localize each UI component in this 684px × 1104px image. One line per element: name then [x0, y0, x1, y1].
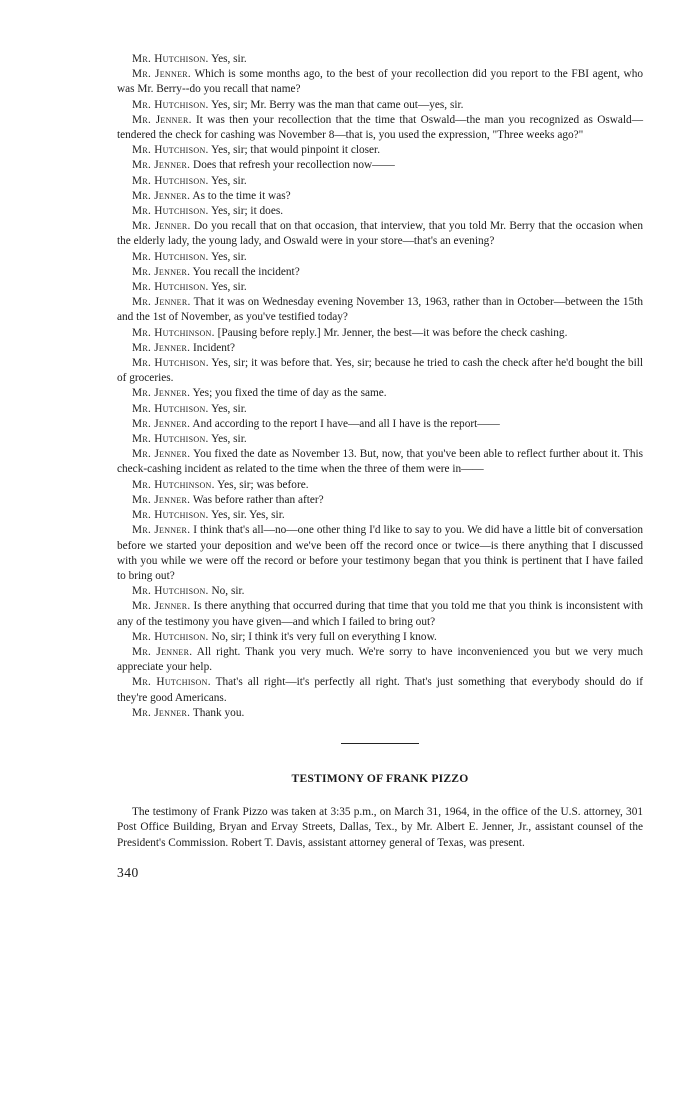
speaker-name: Mr. Hutchison. — [132, 433, 209, 446]
speech-text: Yes, sir. — [211, 250, 247, 263]
transcript-paragraph — [117, 341, 643, 356]
transcript-paragraph — [117, 67, 643, 97]
transcript-paragraph — [117, 417, 643, 432]
speech-text: As to the time it was? — [192, 189, 291, 202]
transcript-paragraph — [117, 645, 643, 675]
transcript — [117, 52, 643, 721]
transcript-paragraph — [117, 386, 643, 401]
speaker-name: Mr. Jenner. — [132, 189, 191, 202]
speech-text: Do you recall that on that occasion, that interview, that you told Mr. Berry that the occasion when the elderly lady, the young lady, and Oswald were in your store—that's an evening? — [117, 220, 643, 248]
speech-text: It was then your recollection that the time that Oswald—the man you recognized as Oswald—tendered the check for cashing was November 8—that is, you used the expression, "Three weeks ago?" — [117, 113, 644, 142]
transcript-paragraph — [117, 98, 643, 113]
speaker-name: Mr. Hutchison. — [132, 676, 211, 689]
transcript-paragraph — [117, 584, 643, 599]
section-heading: TESTIMONY OF FRANK PIZZO — [291, 771, 469, 785]
transcript-paragraph — [117, 523, 643, 584]
transcript-paragraph — [117, 52, 643, 67]
speaker-name: Mr. Jenner. — [132, 417, 191, 430]
speech-text: Yes, sir. — [211, 433, 247, 446]
transcript-paragraph — [117, 493, 643, 508]
transcript-paragraph — [117, 143, 643, 158]
speech-text: Is there anything that occurred during that time that you told me that you think is inconsistent with any of the testimony you have given—and which I failed to bring out? — [117, 600, 643, 628]
speaker-name: Mr. Jenner. — [132, 387, 191, 400]
speech-text: All right. Thank you very much. We're sorry to have inconvenienced you but we very much appreciate your help. — [117, 645, 644, 674]
transcript-paragraph — [117, 280, 643, 295]
transcript-paragraph — [117, 158, 643, 173]
speech-text: You fixed the date as November 13. But, now, that you've been able to reflect further about it. This check-cashing incident as related to the time when the three of them were in—— — [117, 448, 644, 476]
speech-text: Yes, sir; Mr. Berry was the man that came out—yes, sir. — [211, 98, 464, 111]
speech-text: I think that's all—no—one other thing I'd like to say to you. We did have a little bit of conversation before we started your deposition and we've been off the record once or twice—is there anything that I discussed with you while we were off the record or before your testimony began that you think is pertinent that I have failed to bring out? — [117, 524, 644, 582]
speech-text: Yes; you fixed the time of day as the same. — [192, 387, 387, 400]
transcript-paragraph — [117, 113, 643, 143]
speech-text: Yes, sir. Yes, sir. — [211, 509, 285, 522]
transcript-paragraph — [117, 356, 643, 386]
speech-text: Yes, sir; that would pinpoint it closer. — [211, 144, 381, 157]
speaker-name: Mr. Hutchison. — [132, 205, 209, 218]
speaker-name: Mr. Hutchinson. — [132, 326, 215, 339]
speech-text: Yes, sir. — [211, 174, 247, 187]
speaker-name: Mr. Jenner. — [132, 113, 192, 126]
transcript-paragraph — [117, 295, 643, 325]
speaker-name: Mr. Jenner. — [132, 645, 193, 658]
speaker-name: Mr. Hutchison. — [132, 98, 209, 111]
speech-text: Yes, sir. — [211, 402, 247, 415]
speaker-name: Mr. Jenner. — [132, 448, 191, 461]
speech-text: Yes, sir; it was before that. Yes, sir; because he tried to cash the check after he'd bought the bill of groceries. — [117, 357, 643, 385]
testimony-intro: The testimony of Frank Pizzo was taken at 3:35 p.m., on March 31, 1964, in the office of the U.S. attorney, 301 Post Office Building, Bryan and Ervay Streets, Dallas, Tex., by Mr. Albert E. Jenner, Jr., assistant counsel of the President's Commission. Robert T. Davis, assistant attorney general of Texas, was present. — [117, 806, 643, 849]
speech-text: Yes, sir; was before. — [217, 478, 309, 491]
speech-text: Thank you. — [192, 706, 245, 719]
speech-text: Does that refresh your recollection now—— — [193, 159, 395, 172]
page-number: 340 — [117, 864, 139, 880]
speaker-name: Mr. Jenner. — [132, 341, 191, 354]
speaker-name: Mr. Jenner. — [132, 68, 192, 81]
speech-text: Yes, sir. — [211, 281, 247, 294]
transcript-paragraph — [117, 219, 643, 249]
transcript-paragraph — [117, 508, 643, 523]
transcript-paragraph — [117, 478, 643, 493]
speaker-name: Mr. Hutchinson. — [132, 478, 215, 491]
transcript-paragraph — [117, 402, 643, 417]
transcript-paragraph — [117, 189, 643, 204]
speaker-name: Mr. Jenner. — [132, 265, 191, 278]
section-divider — [341, 743, 419, 744]
speaker-name: Mr. Jenner. — [132, 296, 191, 309]
speech-text: Was before rather than after? — [192, 493, 324, 506]
speech-text: And according to the report I have—and all I have is the report—— — [192, 417, 500, 430]
speaker-name: Mr. Jenner. — [132, 600, 191, 613]
speech-text: Which is some months ago, to the best of your recollection did you report to the FBI agent, who was Mr. Berry--do you recall that name? — [117, 68, 643, 96]
transcript-paragraph — [117, 265, 643, 280]
speaker-name: Mr. Hutchison. — [132, 630, 209, 643]
speaker-name: Mr. Jenner. — [132, 706, 191, 719]
speech-text: You recall the incident? — [192, 265, 300, 278]
transcript-paragraph — [117, 174, 643, 189]
transcript-paragraph — [117, 630, 643, 645]
speaker-name: Mr. Hutchison. — [132, 585, 209, 598]
transcript-paragraph — [117, 326, 643, 341]
speech-text: No, sir. — [211, 585, 245, 598]
speaker-name: Mr. Hutchison. — [132, 250, 209, 263]
document-page — [117, 52, 643, 880]
speaker-name: Mr. Hutchison. — [132, 53, 209, 65]
speaker-name: Mr. Hutchison. — [132, 402, 209, 415]
speaker-name: Mr. Hutchison. — [132, 509, 209, 522]
speaker-name: Mr. Hutchison. — [132, 357, 209, 370]
speech-text: That it was on Wednesday evening November 13, 1963, rather than in October—between the 15th and the 1st of November, as you've testified today? — [117, 296, 644, 324]
transcript-paragraph — [117, 204, 643, 219]
speech-text: Yes, sir. — [211, 53, 247, 65]
speech-text: No, sir; I think it's very full on everything I know. — [211, 630, 437, 643]
speaker-name: Mr. Hutchison. — [132, 144, 209, 157]
transcript-paragraph — [117, 706, 643, 721]
speaker-name: Mr. Jenner. — [132, 220, 191, 233]
speaker-name: Mr. Hutchison. — [132, 174, 209, 187]
transcript-paragraph — [117, 599, 643, 629]
speaker-name: Mr. Jenner. — [132, 524, 191, 537]
transcript-paragraph — [117, 675, 643, 705]
transcript-paragraph — [117, 432, 643, 447]
speaker-name: Mr. Jenner. — [132, 159, 191, 172]
speaker-name: Mr. Jenner. — [132, 493, 191, 506]
speaker-name: Mr. Hutchison. — [132, 281, 209, 294]
transcript-paragraph — [117, 447, 643, 477]
speech-text: [Pausing before reply.] Mr. Jenner, the best—it was before the check cashing. — [217, 326, 568, 339]
speech-text: Incident? — [193, 341, 236, 354]
speech-text: Yes, sir; it does. — [211, 205, 284, 218]
speech-text: That's all right—it's perfectly all right. That's just something that everybody should do if they're good Americans. — [117, 676, 643, 704]
transcript-paragraph — [117, 250, 643, 265]
